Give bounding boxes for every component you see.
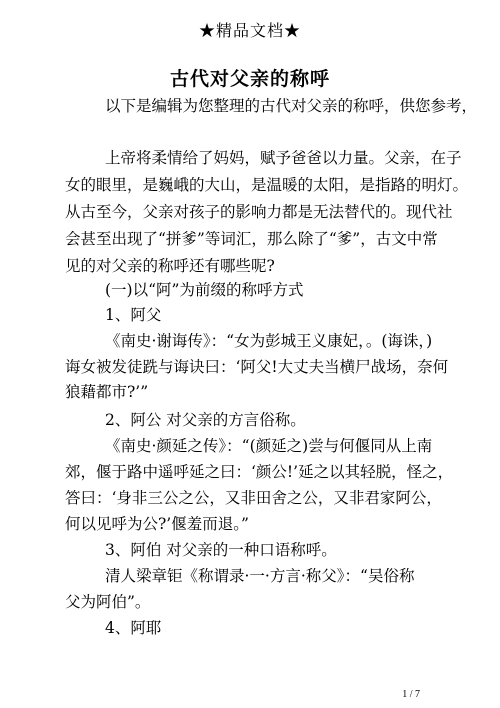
text-line: 女的眼里，是巍峨的大山，是温暖的太阳，是指路的明灯。 bbox=[65, 176, 469, 194]
text-line: 狼藉都市?’” bbox=[65, 383, 149, 401]
text-line: 清人梁章钜《称谓录·一·方言·称父》：“吴俗称 bbox=[105, 567, 415, 585]
text-line: 见的对父亲的称呼还有哪些呢? bbox=[65, 257, 275, 275]
text-line: 父为阿伯”。 bbox=[65, 593, 151, 611]
section-heading: (一)以“阿”为前缀的称呼方式 bbox=[105, 281, 304, 299]
text-line: 诲女被发徒跣与诲诀曰：‘阿父!大丈夫当横尸战场，奈何 bbox=[65, 358, 449, 376]
page-number: 1 / 7 bbox=[402, 689, 420, 700]
document-title: 古代对父亲的称呼 bbox=[169, 68, 330, 90]
item-heading: 2、阿公 对父亲的方言俗称。 bbox=[105, 411, 306, 429]
text-line-intro: 以下是编辑为您整理的古代对父亲的称呼，供您参考， bbox=[105, 97, 478, 115]
text-line: 会甚至出现了“拼爹”等词汇，那么除了“爹”，古文中常 bbox=[65, 230, 438, 248]
text-line: 郊，偃于路中遥呼延之曰：‘颜公!’延之以其轻脱，怪之， bbox=[65, 463, 454, 481]
text-line: 从古至今，父亲对孩子的影响力都是无法替代的。现代社 bbox=[65, 203, 453, 221]
item-heading: 3、阿伯 对父亲的一种口语称呼。 bbox=[105, 541, 337, 559]
document-header: ★精品文档★ bbox=[198, 21, 301, 40]
text-line: 《南史·颜延之传》：“(颜延之)尝与何偃同从上南 bbox=[105, 437, 433, 455]
item-heading: 1、阿父 bbox=[105, 306, 162, 324]
text-line: 《南史·谢诲传》：“女为彭城王义康妃，。(诲诛，) bbox=[105, 332, 433, 350]
item-heading: 4、阿耶 bbox=[105, 619, 162, 637]
text-line: 答曰：‘身非三公之公，又非田舍之公，又非君家阿公， bbox=[65, 489, 442, 507]
text-line: 上帝将柔情给了妈妈，赋予爸爸以力量。父亲，在子 bbox=[105, 149, 462, 167]
text-line: 何以见呼为公?’偃羞而退。” bbox=[65, 515, 249, 533]
